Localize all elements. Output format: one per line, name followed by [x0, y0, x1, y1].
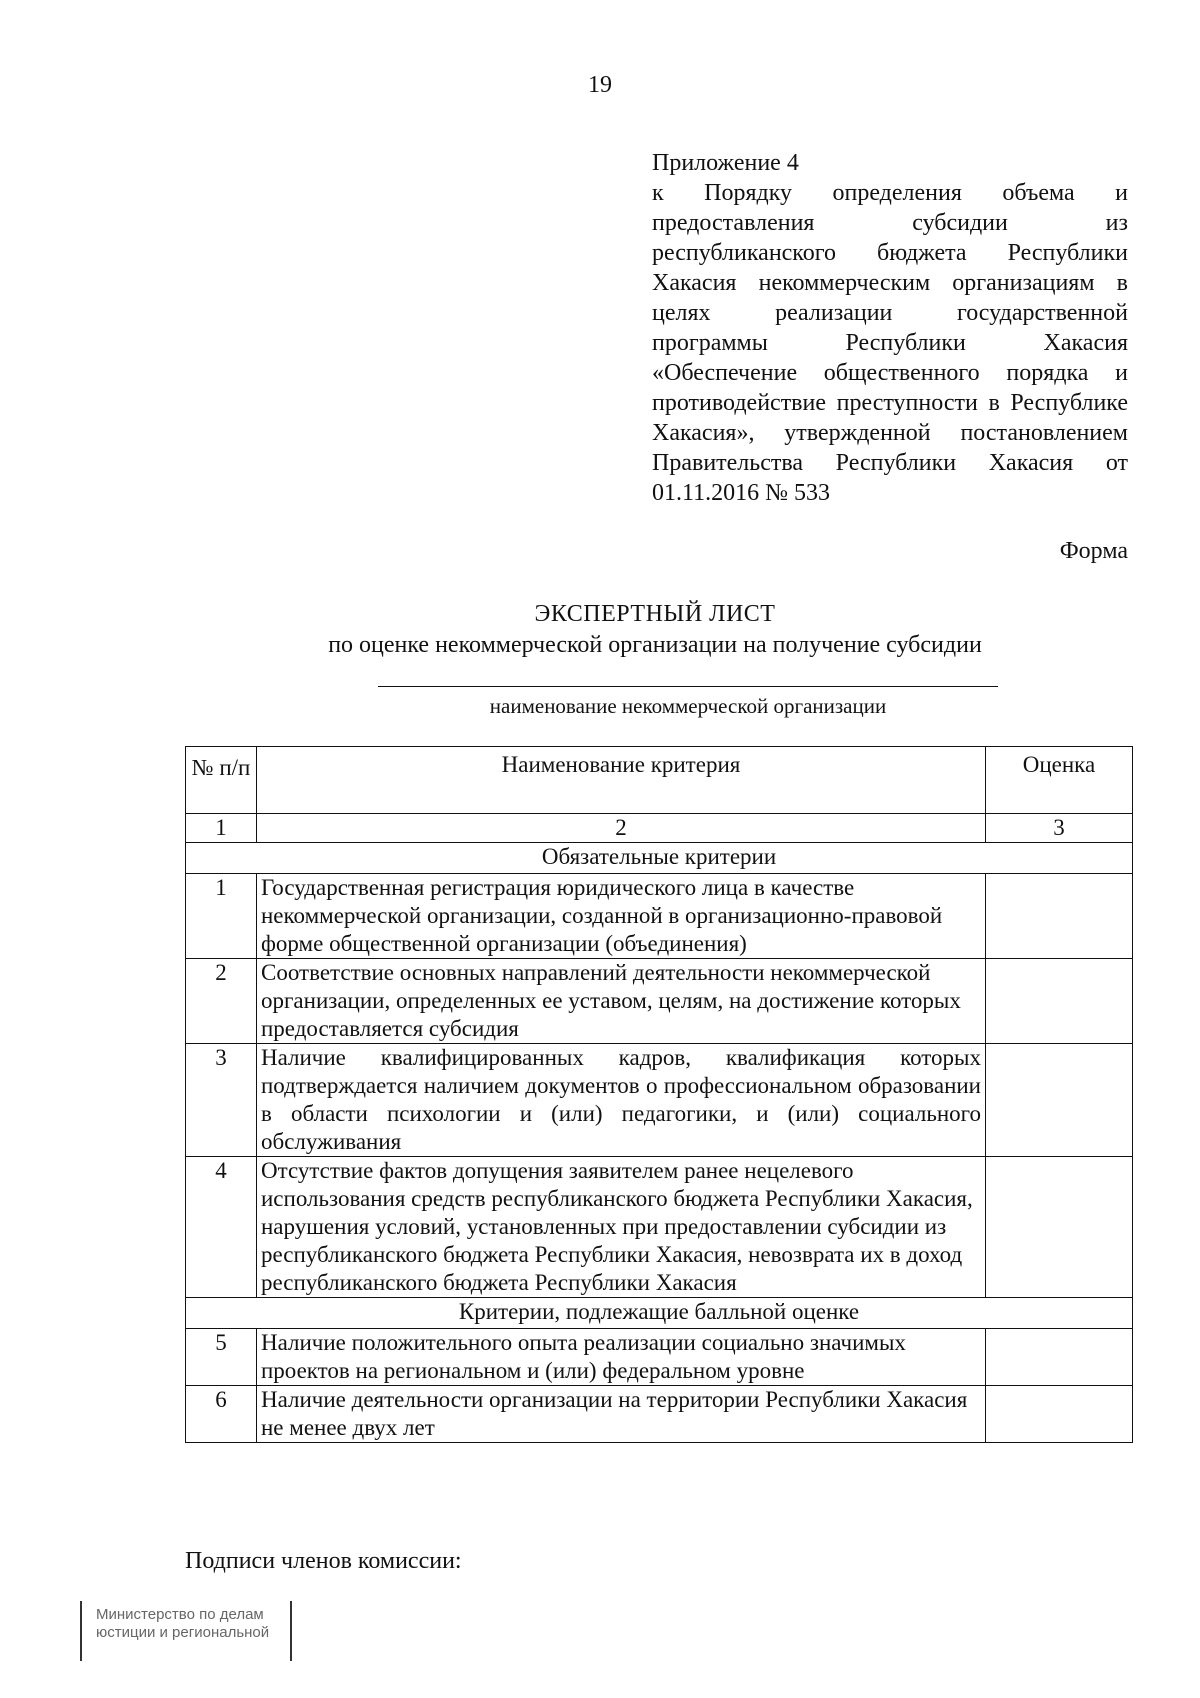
column-number: 2 — [257, 814, 986, 843]
column-number-row — [186, 814, 1133, 843]
page-number: 19 — [588, 72, 612, 98]
table-row — [186, 1329, 1133, 1386]
row-number: 1 — [186, 874, 257, 959]
criterion-text: Наличие деятельности организации на территории Республики Хакасия не менее двух лет — [257, 1386, 986, 1443]
org-name-field-line — [378, 686, 998, 687]
table-row — [186, 1044, 1133, 1157]
criteria-table — [185, 746, 1133, 1443]
row-number: 2 — [186, 959, 257, 1044]
score-cell — [986, 1386, 1133, 1443]
column-number: 3 — [986, 814, 1133, 843]
table-row — [186, 1157, 1133, 1298]
stamp-line: Министерство по делам — [96, 1606, 264, 1623]
score-cell — [986, 959, 1133, 1044]
appendix-block — [652, 148, 1128, 508]
row-number: 5 — [186, 1329, 257, 1386]
column-number: 1 — [186, 814, 257, 843]
score-cell — [986, 1157, 1133, 1298]
criterion-text: Наличие положительного опыта реализации социально значимых проектов на региональном и (или) федеральном уровне — [257, 1329, 986, 1386]
ministry-stamp — [80, 1601, 292, 1661]
row-number: 6 — [186, 1386, 257, 1443]
appendix-text: к Порядку определения объема и предоставления субсидии из республиканского бюджета Республики Хакасия некоммерческим организациям в целях реализации государственной программы Республики Хакасия «Обеспечение общественного порядка и противодействие преступности в Республике Хакасия», утвержденной постановлением Правительства Республики Хакасия от 01.11.2016 № 533 — [652, 180, 1128, 506]
row-number: 4 — [186, 1157, 257, 1298]
org-name-caption: наименование некоммерческой организации — [489, 694, 887, 718]
section-row-scored — [186, 1298, 1133, 1329]
stamp-line: юстиции и региональной — [96, 1624, 270, 1641]
section-label: Критерии, подлежащие балльной оценке — [186, 1298, 1133, 1329]
header-number: № п/п — [186, 747, 257, 814]
document-subtitle: по оценке некоммерческой организации на получение субсидии — [328, 632, 982, 658]
score-cell — [986, 1329, 1133, 1386]
document-title: ЭКСПЕРТНЫЙ ЛИСТ — [534, 601, 776, 627]
signatures-label: Подписи членов комиссии: — [185, 1548, 462, 1574]
header-score: Оценка — [986, 747, 1133, 814]
score-cell — [986, 1044, 1133, 1157]
table-header-row — [186, 747, 1133, 814]
appendix-title: Приложение 4 — [652, 150, 799, 176]
criterion-text: Наличие квалифицированных кадров, квалификация которых подтверждается наличием документов о профессиональном образовании в области психологии и (или) педагогики, и (или) социального обслуживания — [257, 1044, 986, 1157]
criterion-text: Отсутствие фактов допущения заявителем ранее нецелевого использования средств республиканского бюджета Республики Хакасия, нарушения условий, установленных при предоставлении субсидии из республиканского бюджета Республики Хакасия, невозврата их в доход республиканского бюджета Республики Хакасия — [257, 1157, 986, 1298]
score-cell — [986, 874, 1133, 959]
section-row-mandatory — [186, 843, 1133, 874]
row-number: 3 — [186, 1044, 257, 1157]
header-criterion: Наименование критерия — [257, 747, 986, 814]
criterion-text: Соответствие основных направлений деятельности некоммерческой организации, определенных ее уставом, целям, на достижение которых предоставляется субсидия — [257, 959, 986, 1044]
section-label: Обязательные критерии — [186, 843, 1133, 874]
criterion-text: Государственная регистрация юридического лица в качестве некоммерческой организации, созданной в организационно-правовой форме общественной организации (объединения) — [257, 874, 986, 959]
table-row — [186, 959, 1133, 1044]
table-row — [186, 1386, 1133, 1443]
form-label: Форма — [1059, 538, 1128, 564]
table-row — [186, 874, 1133, 959]
